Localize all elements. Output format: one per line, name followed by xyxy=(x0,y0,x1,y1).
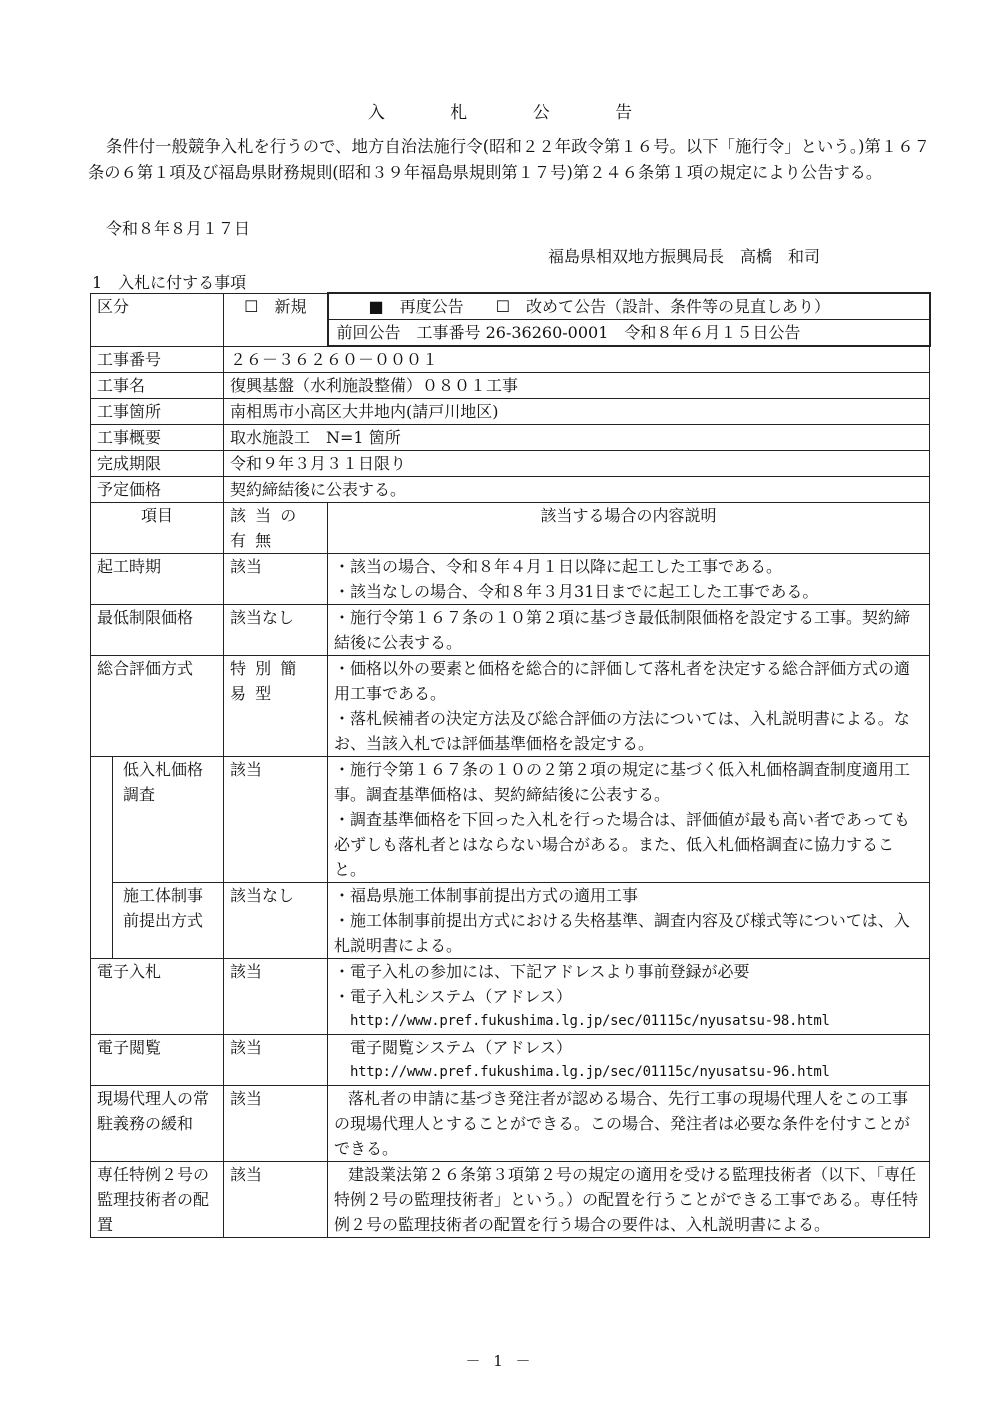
info-value: 契約締結後に公表する。 xyxy=(224,477,930,503)
denshi-etsuran-link[interactable]: http://www.pref.fukushima.lg.jp/sec/01115c/nyusatsu-96.html xyxy=(350,1064,830,1080)
sennin-label: 専任特例２号の監理技術者の配置 xyxy=(91,1162,224,1238)
notice-title: 入 札 公 告 xyxy=(367,103,663,123)
info-label: 予定価格 xyxy=(91,477,224,503)
info-value: 令和９年３月３１日限り xyxy=(224,451,930,477)
teinyu-row xyxy=(91,757,930,883)
denshi-nyusatsu-row xyxy=(91,959,930,1035)
sekotai-label: 施工体制事前提出方式 xyxy=(113,883,224,959)
sogo-value: 特 別 簡 易 型 xyxy=(224,656,328,757)
genba-text: 落札者の申請に基づき発注者が認める場合、先行工事の現場代理人をこの工事の現場代理人とすることができる。この場合、発注者は必要な条件を付すことができる。 xyxy=(334,1089,911,1158)
info-row xyxy=(91,373,930,399)
kubun-label: 区分 xyxy=(91,293,224,346)
sekotai-value: 該当なし xyxy=(224,883,328,959)
info-value: 取水施設工 N=1 箇所 xyxy=(224,425,930,451)
genba-label: 現場代理人の常駐義務の緩和 xyxy=(91,1086,224,1162)
sennin-row xyxy=(91,1162,930,1238)
sogo-line: ・落札候補者の決定方法及び総合評価の方法については、入札説明書による。なお、当該入札では評価基準価格を設定する。 xyxy=(334,709,910,753)
kiko-row xyxy=(91,554,930,605)
info-value: 南相馬市小高区大井地内(請戸川地区) xyxy=(224,399,930,425)
kiko-label: 起工時期 xyxy=(91,554,224,605)
sekotai-line: ・施工体制事前提出方式における失格基準、調査内容及び様式等については、入札説明書による。 xyxy=(334,911,910,955)
header-applicable: 該 当 の 有 無 xyxy=(224,503,328,554)
saitei-description: ・施行令第１６７条の１０第２項に基づき最低制限価格を設定する工事。契約締結後に公表する。 xyxy=(328,605,930,656)
header-item: 項目 xyxy=(91,503,224,554)
sekotai-row xyxy=(91,883,930,959)
denshi-nyusatsu-description xyxy=(328,959,930,1035)
info-row xyxy=(91,451,930,477)
kiko-line: ・該当なしの場合、令和８年３月31日までに起工した工事である。 xyxy=(334,582,819,601)
sennin-text: 建設業法第２６条第３項第２号の規定の適用を受ける監理技術者（以下、「専任特例２号の監理技術者」という。）の配置を行うことができる工事である。専任特例２号の監理技術者の配置を行う場合の要件は、入札説明書による。 xyxy=(334,1165,919,1234)
kiko-description xyxy=(328,554,930,605)
sekotai-description xyxy=(328,883,930,959)
saitei-value: 該当なし xyxy=(224,605,328,656)
revise-label: 改めて公告（設計、条件等の見直しあり） xyxy=(526,297,831,316)
column-header-row xyxy=(91,503,930,554)
teinyu-line: ・施行令第１６７条の１０の２第２項の規定に基づく低入札価格調査制度適用工事。調査基準価格は、契約締結後に公表する。 xyxy=(334,760,911,804)
kubun-row xyxy=(91,293,930,320)
info-label: 完成期限 xyxy=(91,451,224,477)
bid-items-table xyxy=(90,292,931,1238)
teinyu-value: 該当 xyxy=(224,757,328,883)
sennin-value: 該当 xyxy=(224,1162,328,1238)
kiko-value: 該当 xyxy=(224,554,328,605)
redo-options xyxy=(328,293,930,320)
indent-cell xyxy=(91,757,113,883)
denshi-nyusatsu-label: 電子入札 xyxy=(91,959,224,1035)
sekotai-line: ・福島県施工体制事前提出方式の適用工事 xyxy=(334,886,639,905)
denshi-etsuran-line: 電子閲覧システム（アドレス） xyxy=(350,1038,572,1057)
genba-value: 該当 xyxy=(224,1086,328,1162)
redo-label: 再度公告 xyxy=(399,297,464,316)
info-label: 工事概要 xyxy=(91,425,224,451)
denshi-etsuran-value: 該当 xyxy=(224,1035,328,1086)
new-checkbox-icon: ☐ xyxy=(244,296,259,316)
info-label: 工事名 xyxy=(91,373,224,399)
info-label: 工事番号 xyxy=(91,346,224,373)
teinyu-label: 低入札価格調査 xyxy=(113,757,224,883)
revise-checkbox-icon: ☐ xyxy=(495,297,511,316)
genba-description xyxy=(328,1086,930,1162)
sennin-description xyxy=(328,1162,930,1238)
info-row xyxy=(91,399,930,425)
info-row xyxy=(91,346,930,373)
denshi-nyusatsu-line: ・電子入札システム（アドレス） xyxy=(334,987,572,1006)
info-row xyxy=(91,477,930,503)
genba-row xyxy=(91,1086,930,1162)
teinyu-description xyxy=(328,757,930,883)
denshi-nyusatsu-link[interactable]: http://www.pref.fukushima.lg.jp/sec/01115c/nyusatsu-98.html xyxy=(350,1013,830,1029)
denshi-nyusatsu-value: 該当 xyxy=(224,959,328,1035)
intro-paragraph: 条件付一般競争入札を行うので、地方自治法施行令(昭和２２年政令第１６号。以下「施行令」という。)第１６７条の６第１項及び福島県財務規則(昭和３９年福島県規則第１７号)第２４６条第１項の規定により公告する。 xyxy=(88,137,930,182)
info-row xyxy=(91,425,930,451)
new-option xyxy=(224,293,328,346)
info-value: ２６－３６２６０－０００１ xyxy=(224,346,930,373)
sogo-row xyxy=(91,656,930,757)
info-value: 復興基盤（水利施設整備）０８０１工事 xyxy=(224,373,930,399)
page-number: － 1 － xyxy=(465,1352,535,1370)
sogo-description xyxy=(328,656,930,757)
denshi-etsuran-label: 電子閲覧 xyxy=(91,1035,224,1086)
section-heading: 1 入札に付する事項 xyxy=(92,273,247,292)
notice-date: 令和８年８月１７日 xyxy=(106,219,251,238)
denshi-nyusatsu-line: ・電子入札の参加には、下記アドレスより事前登録が必要 xyxy=(334,962,750,981)
header-description: 該当する場合の内容説明 xyxy=(328,503,930,554)
info-label: 工事箇所 xyxy=(91,399,224,425)
previous-notice: 前回公告 工事番号 26-36260-0001 令和８年６月１５日公告 xyxy=(328,320,930,347)
denshi-etsuran-description xyxy=(328,1035,930,1086)
denshi-etsuran-row xyxy=(91,1035,930,1086)
sogo-line: ・価格以外の要素と価格を総合的に評価して落札者を決定する総合評価方式の適用工事である。 xyxy=(334,659,911,703)
indent-cell xyxy=(91,883,113,959)
new-label: 新規 xyxy=(274,296,307,316)
notice-author: 福島県相双地方振興局長 高橋 和司 xyxy=(548,247,821,266)
redo-checkbox-icon: ■ xyxy=(368,297,384,316)
kiko-line: ・該当の場合、令和８年４月１日以降に起工した工事である。 xyxy=(334,557,783,576)
saitei-label: 最低制限価格 xyxy=(91,605,224,656)
teinyu-line: ・調査基準価格を下回った入札を行った場合は、評価値が最も高い者であっても必ずしも落札者とはならない場合がある。また、低入札価格調査に協力すること。 xyxy=(334,810,910,879)
sogo-label: 総合評価方式 xyxy=(91,656,224,757)
saitei-row xyxy=(91,605,930,656)
